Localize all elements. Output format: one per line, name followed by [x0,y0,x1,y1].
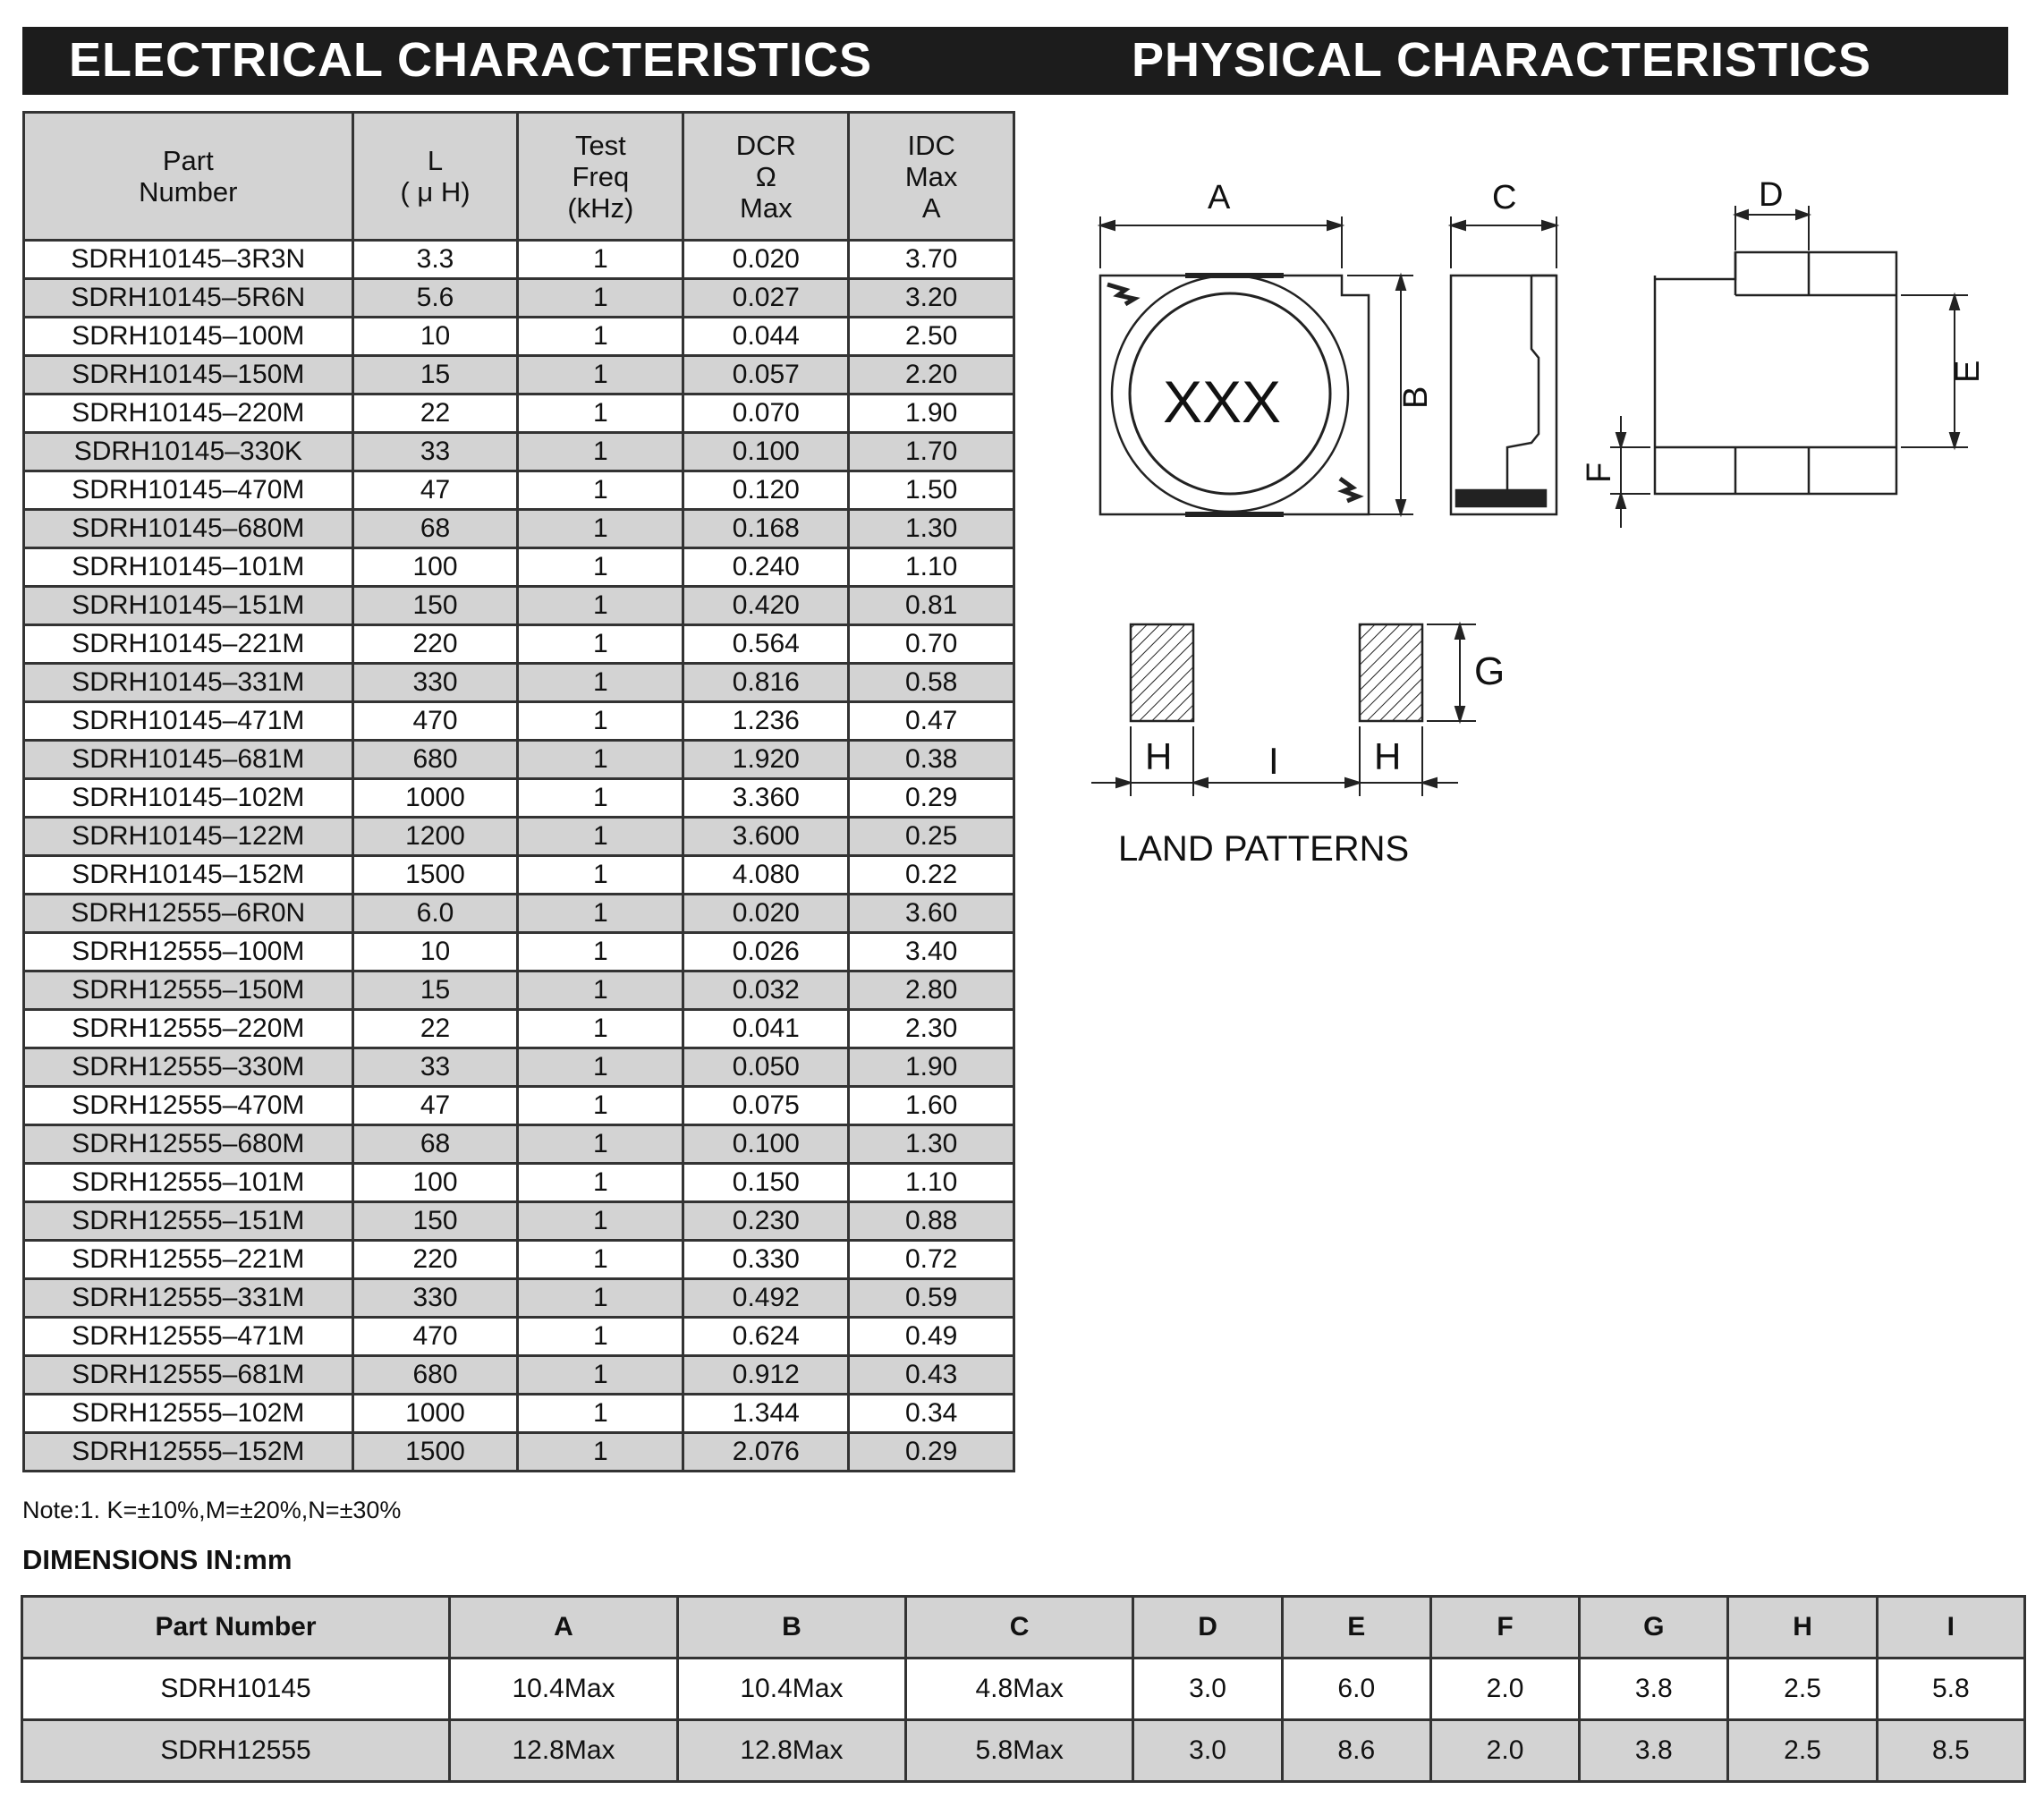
table-cell: 1 [518,471,683,510]
table-cell: 0.912 [683,1356,849,1395]
table-cell: SDRH12555–471M [24,1318,353,1356]
table-cell: 1.236 [683,702,849,741]
table-cell: 1.10 [849,548,1014,587]
table-cell: 680 [352,1356,518,1395]
table-header-row [22,1597,2025,1659]
table-cell: 0.057 [683,356,849,394]
table-cell: 15 [352,356,518,394]
table-cell: 33 [352,433,518,471]
marking-text: XXX [1163,369,1282,435]
header-line: A [921,191,941,224]
table-cell: 1 [518,1356,683,1395]
land-patterns-caption: LAND PATTERNS [1118,829,1410,869]
table-cell: 0.88 [849,1202,1014,1241]
header-line: Freq [572,160,630,192]
label-b: B [1397,386,1435,409]
table-cell: 1 [518,625,683,664]
table-cell: 1.90 [849,394,1014,433]
electrical-characteristics-table [22,111,1015,1472]
label-g: G [1474,649,1505,693]
physical-characteristics-title: PHYSICAL CHARACTERISTICS [1132,33,1872,87]
table-cell: SDRH10145–102M [24,779,353,818]
table-row [24,1164,1014,1202]
header-line: Part [162,145,214,176]
table-cell: 0.29 [849,779,1014,818]
table-row [24,1010,1014,1048]
table-cell: 22 [352,1010,518,1048]
table-row [24,971,1014,1010]
dimensions-header-cell: D [1133,1597,1282,1659]
table-cell: SDRH10145–221M [24,625,353,664]
table-cell: 2.80 [849,971,1014,1010]
table-cell: 1 [518,1010,683,1048]
table-cell: 15 [352,971,518,1010]
table-cell: 1.60 [849,1087,1014,1125]
section-banner [22,27,2008,95]
table-cell: 0.026 [683,933,849,971]
table-cell: SDRH12555–6R0N [24,895,353,933]
table-row [24,856,1014,895]
header-line: Max [740,191,793,224]
tolerance-note: Note:1. K=±10%,M=±20%,N=±30% [22,1497,402,1523]
bottom-view [1655,252,1896,494]
header-inductance [352,113,518,241]
table-cell: 1 [518,279,683,318]
table-cell: 3.0 [1133,1720,1282,1782]
table-cell: 0.230 [683,1202,849,1241]
table-cell: 0.120 [683,471,849,510]
label-d: D [1759,179,1784,214]
dimensions-header-cell: B [677,1597,905,1659]
table-cell: SDRH10145–330K [24,433,353,471]
dimensions-table-body [22,1659,2025,1782]
table-cell: 3.60 [849,895,1014,933]
dimensions-header-cell: G [1580,1597,1728,1659]
table-row [24,510,1014,548]
header-test-freq [518,113,683,241]
header-line: Test [574,129,626,161]
header-idc [849,113,1014,241]
table-cell: 5.8Max [905,1720,1133,1782]
table-row [24,1279,1014,1318]
table-cell: 1000 [352,1395,518,1433]
table-row [24,625,1014,664]
table-row [22,1659,2025,1720]
table-cell: 4.080 [683,856,849,895]
table-cell: 47 [352,1087,518,1125]
table-header-row [24,113,1014,241]
table-cell: 1 [518,433,683,471]
table-cell: 0.070 [683,394,849,433]
table-cell: 1.30 [849,1125,1014,1164]
table-cell: 0.020 [683,241,849,279]
table-cell: 0.70 [849,625,1014,664]
table-cell: 1 [518,1241,683,1279]
table-row [24,279,1014,318]
table-cell: SDRH12555–470M [24,1087,353,1125]
table-cell: 1 [518,933,683,971]
table-row [24,587,1014,625]
table-cell: 1500 [352,1433,518,1472]
header-line: Number [139,176,238,208]
table-cell: 150 [352,587,518,625]
table-cell: 1.920 [683,741,849,779]
table-cell: 330 [352,664,518,702]
table-cell: 1 [518,1048,683,1087]
table-cell: SDRH12555–150M [24,971,353,1010]
table-cell: 3.600 [683,818,849,856]
table-cell: 0.150 [683,1164,849,1202]
table-cell: SDRH10145–470M [24,471,353,510]
table-cell: 150 [352,1202,518,1241]
table-cell: 1 [518,394,683,433]
table-cell: SDRH12555–151M [24,1202,353,1241]
table-cell: 3.70 [849,241,1014,279]
table-cell: 1 [518,664,683,702]
table-cell: 68 [352,510,518,548]
label-h-left: H [1145,735,1173,777]
table-row [24,895,1014,933]
table-cell: 1200 [352,818,518,856]
table-cell: 1.30 [849,510,1014,548]
table-cell: 10 [352,318,518,356]
table-cell: 0.564 [683,625,849,664]
table-cell: SDRH12555–152M [24,1433,353,1472]
dimensions-header-cell: E [1282,1597,1430,1659]
table-cell: SDRH12555–680M [24,1125,353,1164]
dimensions-header-cell: F [1430,1597,1579,1659]
table-cell: SDRH10145–3R3N [24,241,353,279]
table-cell: 1.90 [849,1048,1014,1087]
table-cell: SDRH12555–102M [24,1395,353,1433]
header-line: DCR [735,129,796,161]
table-cell: 100 [352,1164,518,1202]
table-cell: 0.58 [849,664,1014,702]
table-cell: SDRH12555–101M [24,1164,353,1202]
table-cell: 3.8 [1580,1720,1728,1782]
table-cell: 33 [352,1048,518,1087]
header-line: L [427,145,444,176]
table-row [24,356,1014,394]
table-row [24,1048,1014,1087]
table-cell: 3.0 [1133,1659,1282,1720]
table-row [24,1241,1014,1279]
table-cell: 1 [518,1202,683,1241]
table-row [24,1087,1014,1125]
table-cell: 1.50 [849,471,1014,510]
table-cell: 1 [518,1279,683,1318]
header-line: IDC [907,129,955,161]
table-cell: 0.29 [849,1433,1014,1472]
table-cell: 0.49 [849,1318,1014,1356]
table-cell: SDRH10145–101M [24,548,353,587]
table-cell: 3.3 [352,241,518,279]
table-row [24,933,1014,971]
table-cell: 0.168 [683,510,849,548]
table-cell: 2.5 [1728,1720,1877,1782]
table-cell: SDRH12555–100M [24,933,353,971]
table-cell: SDRH10145–151M [24,587,353,625]
table-cell: SDRH10145–331M [24,664,353,702]
table-row [24,433,1014,471]
dimensions-header-cell: I [1877,1597,2024,1659]
table-cell: 0.81 [849,587,1014,625]
dimensions-header-cell: Part Number [22,1597,450,1659]
table-cell: 1 [518,1395,683,1433]
electrical-characteristics-title: ELECTRICAL CHARACTERISTICS [69,33,873,87]
electrical-table-body [24,241,1014,1472]
label-e: E [1949,360,1987,383]
table-cell: 0.22 [849,856,1014,895]
table-cell: 10 [352,933,518,971]
header-line: Max [904,160,958,192]
table-cell: 2.5 [1728,1659,1877,1720]
table-cell: 1 [518,587,683,625]
table-cell: 1.10 [849,1164,1014,1202]
table-cell: 1 [518,1087,683,1125]
table-cell: 0.020 [683,895,849,933]
header-line: (kHz) [567,191,634,224]
table-cell: 10.4Max [677,1659,905,1720]
table-cell: 3.8 [1580,1659,1728,1720]
table-cell: 100 [352,548,518,587]
table-cell: 0.38 [849,741,1014,779]
table-cell: 1 [518,1433,683,1472]
table-cell: 8.5 [1877,1720,2024,1782]
table-cell: 220 [352,625,518,664]
table-row [24,1318,1014,1356]
table-cell: 0.100 [683,433,849,471]
table-cell: 1 [518,818,683,856]
dimension-a [1100,216,1342,268]
table-cell: 0.34 [849,1395,1014,1433]
table-cell: SDRH10145–150M [24,356,353,394]
table-cell: 1 [518,895,683,933]
table-cell: SDRH10145–100M [24,318,353,356]
header-line: ( μ H) [400,176,471,208]
table-cell: 2.076 [683,1433,849,1472]
table-cell: 2.50 [849,318,1014,356]
table-row [24,1125,1014,1164]
table-cell: 470 [352,702,518,741]
table-row [24,818,1014,856]
table-cell: 0.041 [683,1010,849,1048]
table-cell: 0.43 [849,1356,1014,1395]
label-c: C [1492,179,1517,216]
dimension-c [1451,216,1556,268]
table-row [24,741,1014,779]
label-h-right: H [1374,735,1402,777]
table-cell: 330 [352,1279,518,1318]
table-cell: SDRH12555–221M [24,1241,353,1279]
table-cell: 1000 [352,779,518,818]
table-cell: 2.0 [1430,1659,1579,1720]
table-cell: 0.050 [683,1048,849,1087]
table-cell: 10.4Max [450,1659,678,1720]
table-cell: 470 [352,1318,518,1356]
table-cell: 2.20 [849,356,1014,394]
header-line: Ω [755,160,776,192]
table-cell: SDRH12555–220M [24,1010,353,1048]
dimensions-table [21,1595,2026,1783]
table-row [24,664,1014,702]
table-cell: 0.100 [683,1125,849,1164]
table-cell: 1 [518,510,683,548]
table-cell: SDRH12555–330M [24,1048,353,1087]
table-cell: 1 [518,1164,683,1202]
table-cell: 1500 [352,856,518,895]
table-cell: 0.47 [849,702,1014,741]
table-cell: 0.075 [683,1087,849,1125]
table-cell: SDRH10145–122M [24,818,353,856]
table-cell: 1 [518,241,683,279]
table-row [24,241,1014,279]
table-row [24,318,1014,356]
table-cell: 0.240 [683,548,849,587]
table-cell: 5.8 [1877,1659,2024,1720]
table-cell: SDRH12555–331M [24,1279,353,1318]
table-cell: 12.8Max [450,1720,678,1782]
table-cell: SDRH10145–152M [24,856,353,895]
table-cell: 1 [518,702,683,741]
table-cell: 0.25 [849,818,1014,856]
table-cell: 3.40 [849,933,1014,971]
table-row [24,1202,1014,1241]
table-cell: 3.360 [683,779,849,818]
table-cell: SDRH10145–5R6N [24,279,353,318]
table-cell: 0.330 [683,1241,849,1279]
table-row [24,779,1014,818]
table-row [24,1356,1014,1395]
table-cell: 0.420 [683,587,849,625]
table-cell: 0.816 [683,664,849,702]
table-cell: 47 [352,471,518,510]
table-cell: 2.30 [849,1010,1014,1048]
dimensions-header-cell: H [1728,1597,1877,1659]
table-cell: 1 [518,741,683,779]
table-cell: 22 [352,394,518,433]
table-row [24,394,1014,433]
table-cell: 0.59 [849,1279,1014,1318]
dimensions-header-cell: A [450,1597,678,1659]
table-cell: 1 [518,779,683,818]
table-cell: SDRH10145–680M [24,510,353,548]
table-row [24,702,1014,741]
table-cell: 0.027 [683,279,849,318]
table-row [24,471,1014,510]
table-row [22,1720,2025,1782]
table-cell: SDRH10145 [22,1659,450,1720]
table-row [24,548,1014,587]
label-i: I [1268,740,1279,782]
dimension-g [1427,624,1476,721]
table-cell: SDRH12555–681M [24,1356,353,1395]
dimensions-header-cell: C [905,1597,1133,1659]
table-cell: 1.344 [683,1395,849,1433]
table-cell: 12.8Max [677,1720,905,1782]
table-cell: 1 [518,856,683,895]
table-cell: 0.72 [849,1241,1014,1279]
table-cell: SDRH10145–681M [24,741,353,779]
table-cell: 0.044 [683,318,849,356]
table-cell: 6.0 [352,895,518,933]
physical-characteristics-drawing [1073,179,2004,895]
table-cell: 6.0 [1282,1659,1430,1720]
table-cell: 4.8Max [905,1659,1133,1720]
table-cell: 68 [352,1125,518,1164]
header-dcr [683,113,849,241]
table-cell: 8.6 [1282,1720,1430,1782]
table-cell: 1.70 [849,433,1014,471]
table-cell: 2.0 [1430,1720,1579,1782]
table-cell: SDRH10145–471M [24,702,353,741]
table-cell: 680 [352,741,518,779]
table-cell: 0.624 [683,1318,849,1356]
table-row [24,1395,1014,1433]
table-cell: 3.20 [849,279,1014,318]
table-cell: 1 [518,1318,683,1356]
table-cell: 0.032 [683,971,849,1010]
table-cell: SDRH12555 [22,1720,450,1782]
table-cell: 1 [518,318,683,356]
table-cell: 1 [518,356,683,394]
label-a: A [1208,179,1231,216]
table-cell: 1 [518,1125,683,1164]
table-cell: 220 [352,1241,518,1279]
table-row [24,1433,1014,1472]
table-cell: 5.6 [352,279,518,318]
table-cell: SDRH10145–220M [24,394,353,433]
label-f: F [1581,462,1618,483]
table-cell: 0.492 [683,1279,849,1318]
dimensions-title: DIMENSIONS IN:mm [22,1544,293,1575]
table-cell: 1 [518,971,683,1010]
land-patterns [1131,624,1422,721]
table-cell: 1 [518,548,683,587]
side-view [1451,276,1556,514]
header-part-number [24,113,353,241]
